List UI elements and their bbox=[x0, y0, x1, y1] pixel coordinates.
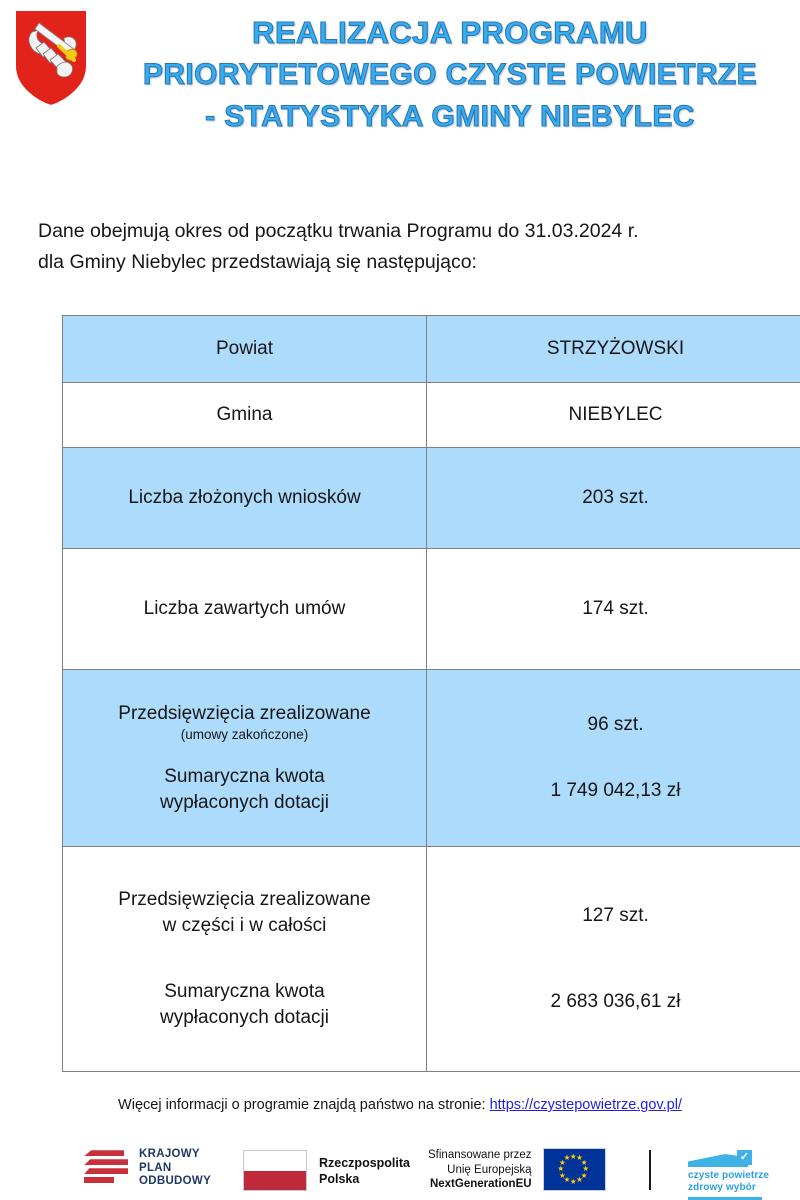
title-line-3: - STATYSTYKA GMINY NIEBYLEC bbox=[205, 100, 695, 133]
eu-star-icon: ★ bbox=[559, 1170, 566, 1180]
eu-star-icon: ★ bbox=[569, 1151, 577, 1161]
poland-label-line-2: Polska bbox=[319, 1171, 360, 1186]
eu-star-icon: ★ bbox=[563, 1175, 571, 1185]
kpo-mark-icon bbox=[84, 1148, 130, 1188]
checkmark-icon: ✓ bbox=[737, 1150, 752, 1165]
logo-european-union bbox=[428, 1148, 606, 1192]
row-label-secondary-line-1: Sumaryczna kwota bbox=[164, 765, 325, 787]
row-label-group bbox=[63, 847, 427, 1072]
row-value-count: 127 szt. bbox=[582, 905, 649, 926]
spacer bbox=[433, 738, 798, 758]
table-row bbox=[63, 383, 800, 448]
eu-star-icon: ★ bbox=[559, 1158, 566, 1167]
footer-note-text: Więcej informacji o programie znajdą państwo na stronie: bbox=[118, 1097, 486, 1113]
title-line-2: PRIORYTETOWEGO CZYSTE POWIETRZE bbox=[142, 58, 758, 91]
row-value-group bbox=[427, 847, 800, 1072]
spacer bbox=[433, 949, 798, 969]
logo-rzeczpospolita-polska bbox=[243, 1150, 410, 1191]
polish-flag-icon bbox=[243, 1150, 307, 1191]
spacer bbox=[433, 929, 798, 949]
footer-logo-bar bbox=[0, 1142, 800, 1200]
page-header bbox=[0, 0, 800, 175]
logo-krajowy-plan-odbudowy bbox=[84, 1148, 211, 1189]
spacer bbox=[69, 959, 420, 979]
table-row bbox=[63, 847, 800, 1072]
eu-label-line-2: Unię Europejską bbox=[447, 1163, 532, 1176]
logo-divider bbox=[649, 1150, 651, 1190]
footer-note bbox=[0, 1097, 800, 1113]
kpo-label-line-2: PLAN bbox=[139, 1161, 172, 1174]
eu-star-icon: ★ bbox=[569, 1176, 577, 1186]
czyste-powietrze-line-1: czyste powietrze bbox=[688, 1170, 770, 1181]
kpo-label-line-3: ODBUDOWY bbox=[139, 1175, 212, 1187]
eu-flag-icon bbox=[543, 1148, 606, 1191]
coat-of-arms-icon bbox=[12, 8, 90, 108]
row-label: Liczba zawartych umów bbox=[63, 549, 427, 670]
eu-star-icon: ★ bbox=[557, 1164, 565, 1174]
row-value: STRZYŻOWSKI bbox=[427, 316, 800, 383]
eu-star-icon: ★ bbox=[563, 1153, 571, 1163]
row-label-secondary-line-2: wypłaconych dotacji bbox=[160, 791, 329, 813]
spacer bbox=[69, 744, 420, 764]
intro-line-2: dla Gminy Niebylec przedstawiają się następująco: bbox=[38, 251, 477, 273]
row-label-note: (umowy zakończone) bbox=[180, 726, 309, 742]
table-row bbox=[63, 448, 800, 549]
logo-czyste-powietrze bbox=[688, 1150, 769, 1200]
row-label-secondary-line-2: wypłaconych dotacji bbox=[160, 1007, 329, 1028]
intro-paragraph bbox=[38, 216, 768, 278]
page-title bbox=[110, 12, 790, 138]
poland-label-line-1: Rzeczpospolita bbox=[319, 1155, 410, 1170]
spacer bbox=[433, 758, 798, 778]
row-value-group bbox=[427, 670, 800, 847]
czyste-powietrze-label bbox=[688, 1170, 769, 1194]
row-label-main-line-1: Przedsięwzięcia zrealizowane bbox=[118, 889, 371, 910]
czyste-powietrze-website-link[interactable]: https://czystepowietrze.gov.pl/ bbox=[489, 1097, 682, 1113]
eu-label-line-3: NextGenerationEU bbox=[429, 1178, 532, 1190]
eu-star-icon: ★ bbox=[576, 1175, 583, 1185]
row-value-amount: 2 683 036,61 zł bbox=[550, 991, 681, 1012]
eu-star-icon: ★ bbox=[580, 1158, 588, 1167]
kpo-label-line-1: KRAJOWY bbox=[139, 1148, 200, 1160]
row-label-secondary-line-1: Sumaryczna kwota bbox=[164, 981, 325, 1002]
kpo-label bbox=[139, 1148, 211, 1189]
table-row bbox=[63, 316, 800, 383]
spacer bbox=[433, 969, 798, 989]
eu-label-line-1: Sfinansowane przez bbox=[428, 1149, 532, 1161]
eu-star-icon: ★ bbox=[582, 1164, 590, 1174]
statistics-table bbox=[62, 315, 800, 1072]
table-row bbox=[63, 670, 800, 847]
row-label: Powiat bbox=[63, 316, 427, 383]
house-roof-icon bbox=[688, 1150, 764, 1167]
row-value: 203 szt. bbox=[427, 448, 800, 549]
czyste-powietrze-line-2: zdrowy wybór bbox=[688, 1182, 756, 1193]
eu-star-icon: ★ bbox=[580, 1170, 588, 1180]
row-value-amount: 1 749 042,13 zł bbox=[550, 780, 681, 801]
row-label-group bbox=[63, 670, 427, 847]
row-label-main-line-2: w części i w całości bbox=[162, 915, 327, 936]
row-label-main: Przedsięwzięcia zrealizowane bbox=[118, 702, 371, 724]
eu-star-icon: ★ bbox=[576, 1153, 583, 1163]
spacer bbox=[69, 939, 420, 959]
intro-line-1: Dane obejmują okres od początku trwania Programu do 31.03.2024 r. bbox=[38, 220, 639, 242]
row-value: NIEBYLEC bbox=[427, 383, 800, 448]
row-value: 174 szt. bbox=[427, 549, 800, 670]
eu-label bbox=[428, 1148, 532, 1192]
row-label: Gmina bbox=[63, 383, 427, 448]
row-value-count: 96 szt. bbox=[587, 714, 644, 735]
poland-label bbox=[319, 1155, 410, 1187]
table-row bbox=[63, 549, 800, 670]
title-line-1: REALIZACJA PROGRAMU bbox=[252, 15, 648, 50]
row-label: Liczba złożonych wniosków bbox=[63, 448, 427, 549]
